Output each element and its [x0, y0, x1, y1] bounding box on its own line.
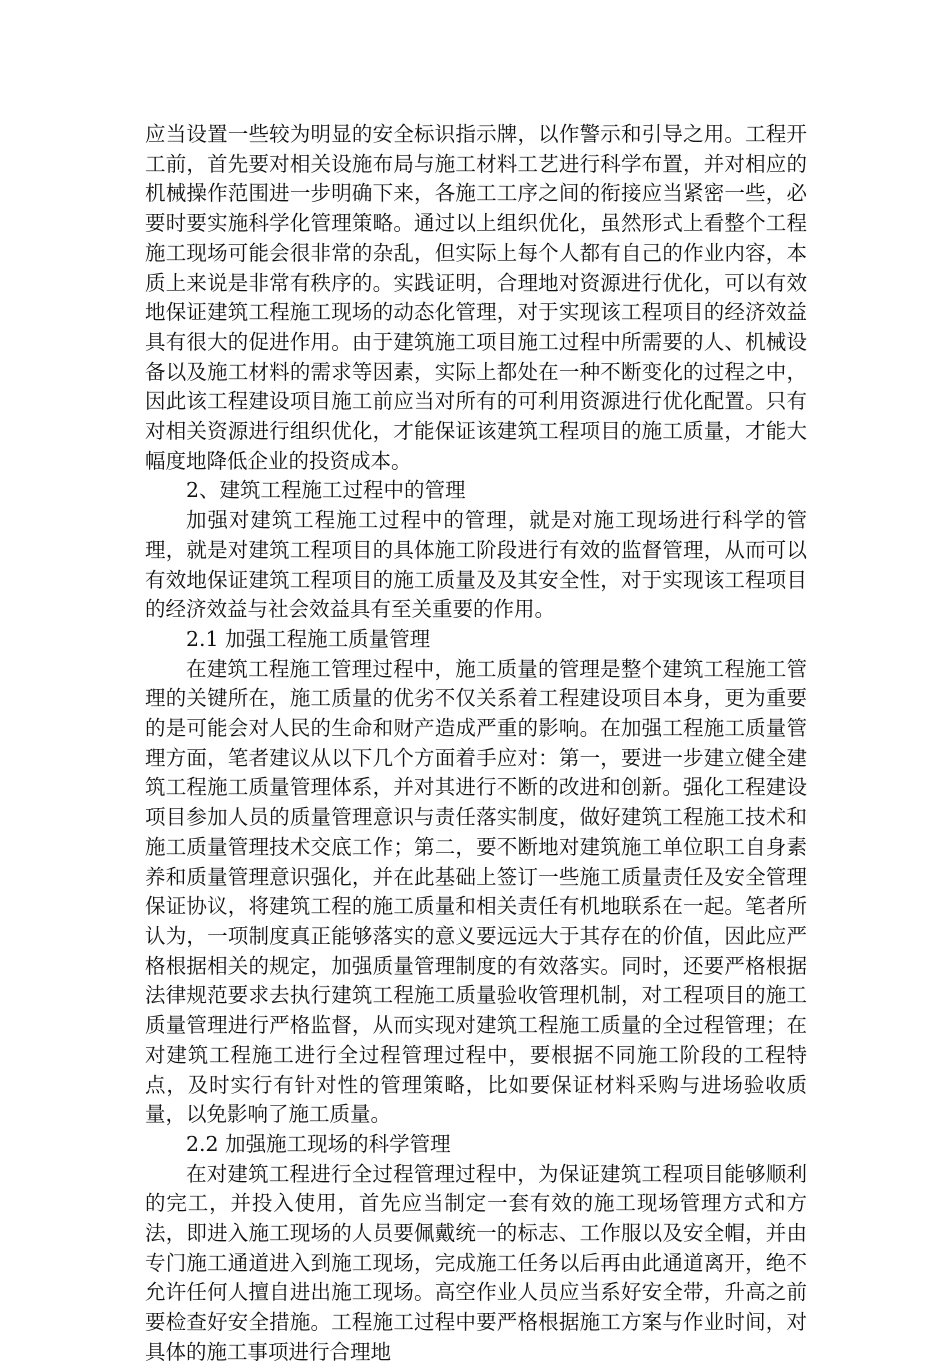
- paragraph-resource-optimization: 应当设置一些较为明显的安全标识指示牌，以作警示和引导之用。工程开工前，首先要对相关设施布局与施工材料工艺进行科学布置，并对相应的机械操作范围进一步明确下来，各施工工序之间的衔接应当紧密一些，必要时要实施科学化管理策略。通过以上组织优化，虽然形式上看整个工程施工现场可能会很非常的杂乱，但实际上每个人都有自己的作业内容，本质上来说是非常有秩序的。实践证明，合理地对资源进行优化，可以有效地保证建筑工程施工现场的动态化管理，对于实现该工程项目的经济效益具有很大的促进作用。由于建筑施工项目施工过程中所需要的人、机械设备以及施工材料的需求等因素，实际上都处在一种不断变化的过程之中，因此该工程建设项目施工前应当对所有的可利用资源进行优化配置。只有对相关资源进行组织优化，才能保证该建筑工程项目的施工质量，才能大幅度地降低企业的投资成本。: [145, 122, 807, 473]
- document-body: [145, 120, 807, 1368]
- paragraph-process-management: 加强对建筑工程施工过程中的管理，就是对施工现场进行科学的管理，就是对建筑工程项目的具体施工阶段进行有效的监督管理，从而可以有效地保证建筑工程项目的施工质量及及其安全性，对于实现该工程项目的经济效益与社会效益具有至关重要的作用。: [145, 508, 807, 622]
- section-heading-2-1: 2.1 加强工程施工质量管理: [186, 626, 431, 651]
- paragraph-quality-management: 在建筑工程施工管理过程中，施工质量的管理是整个建筑工程施工管理的关键所在，施工质量的优劣不仅关系着工程建设项目本身，更为重要的是可能会对人民的生命和财产造成严重的影响。在加强工程施工质量管理方面，笔者建议从以下几个方面着手应对：第一，要进一步建立健全建筑工程施工质量管理体系，并对其进行不断的改进和创新。强化工程建设项目参加人员的质量管理意识与责任落实制度，做好建筑工程施工技术和施工质量管理技术交底工作；第二，要不断地对建筑施工单位职工自身素养和质量管理意识强化，并在此基础上签订一些施工质量责任及安全管理保证协议，将建筑工程的施工质量和相关责任有机地联系在一起。笔者所认为，一项制度真正能够落实的意义要远远大于其存在的价值，因此应严格根据相关的规定，加强质量管理制度的有效落实。同时，还要严格根据法律规范要求去执行建筑工程施工质量验收管理机制，对工程项目的施工质量管理进行严格监督，从而实现对建筑工程施工质量的全过程管理；在对建筑工程施工进行全过程管理过程中，要根据不同施工阶段的工程特点，及时实行有针对性的管理策略，比如要保证材料采购与进场验收质量，以免影响了施工质量。: [145, 656, 807, 1127]
- section-heading-2: 2、建筑工程施工过程中的管理: [186, 478, 466, 503]
- section-heading-2-2: 2.2 加强施工现场的科学管理: [186, 1131, 451, 1156]
- paragraph-site-management: 在对建筑工程进行全过程管理过程中，为保证建筑工程项目能够顺利的完工，并投入使用，首先应当制定一套有效的施工现场管理方式和方法，即进入施工现场的人员要佩戴统一的标志、工作服以及安全帽，并由专门施工通道进入到施工现场，完成施工任务以后再由此通道离开，绝不允许任何人擅自进出施工现场。高空作业人员应当系好安全带，升高之前要检查好安全措施。工程施工过程中要严格根据施工方案与作业时间，对具体的施工事项进行合理地: [145, 1161, 807, 1364]
